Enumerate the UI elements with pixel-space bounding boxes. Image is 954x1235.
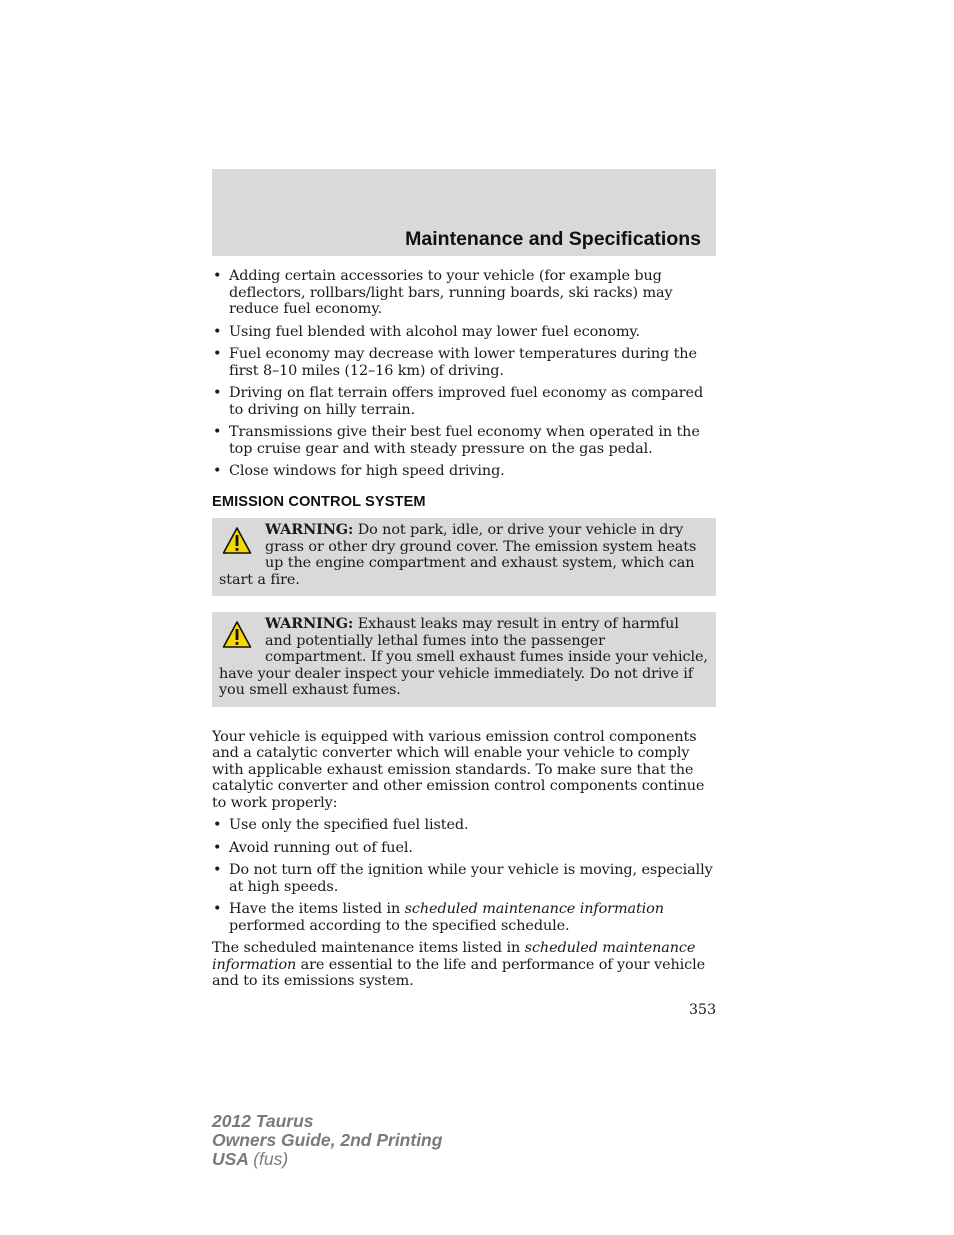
paragraph-text: are essential to the life and performance of your vehicle and to its emissions system. xyxy=(212,956,706,989)
warning-text: Exhaust leaks may result in entry of harmful and potentially lethal fumes into the passenger compartment. If you smell exhaust fumes inside your vehicle, have your dealer inspect your vehicle immediately. Do not drive if you smell exhaust fumes. xyxy=(219,616,708,698)
closing-paragraph xyxy=(212,940,716,990)
list-item-text: performed according to the specified schedule. xyxy=(229,917,570,934)
cross-reference: scheduled maintenance information xyxy=(212,940,696,973)
body xyxy=(212,268,716,1018)
footer-region-code: (fus) xyxy=(253,1149,289,1169)
warning-triangle-icon xyxy=(222,620,252,650)
page-number: 353 xyxy=(688,1001,716,1018)
fuel-economy-tips-list xyxy=(212,268,716,480)
intro-paragraph: Your vehicle is equipped with various emission control components and a catalytic converter which will enable your vehicle to comply with applicable exhaust emission standards. To make sure that the catalytic converter and other emission control components continue to work properly: xyxy=(212,728,705,811)
footer-model: 2012 Taurus xyxy=(212,1111,314,1131)
warning-triangle-icon xyxy=(222,526,252,556)
list-item: • Fuel economy may decrease with lower temperatures during the first 8–10 miles (12–16 km) of driving. xyxy=(212,346,716,379)
cross-reference: scheduled maintenance information xyxy=(404,901,664,917)
section-header-band xyxy=(212,169,716,256)
list-item: • Adding certain accessories to your vehicle (for example bug deflectors, rollbars/light bars, running boards, ski racks) may reduce fuel economy. xyxy=(212,268,716,318)
paragraph-text: The scheduled maintenance items listed in xyxy=(212,940,525,956)
warning-text: Do not park, idle, or drive your vehicle in dry grass or other dry ground cover. The emission system heats up the engine compartment and exhaust system, which can start a fire. xyxy=(219,522,697,588)
list-item: • Do not turn off the ignition while your vehicle is moving, especially at high speeds. xyxy=(212,862,716,895)
document-footer xyxy=(212,1112,442,1169)
list-item: • Using fuel blended with alcohol may lower fuel economy. xyxy=(212,324,716,341)
list-item xyxy=(212,901,716,934)
section-heading: EMISSION CONTROL SYSTEM xyxy=(212,493,426,510)
warning-box xyxy=(212,612,716,707)
page-title: Maintenance and Specifications xyxy=(405,228,701,250)
footer-region xyxy=(212,1150,442,1169)
warning-label: WARNING: xyxy=(265,615,354,632)
footer-edition: Owners Guide, 2nd Printing xyxy=(212,1130,443,1150)
warning-box xyxy=(212,518,716,596)
warning-label: WARNING: xyxy=(265,521,354,538)
footer-region-label: USA xyxy=(212,1149,249,1169)
list-item: • Close windows for high speed driving. xyxy=(212,463,716,480)
list-item-text: Have the items listed in xyxy=(229,901,405,917)
list-item: • Avoid running out of fuel. xyxy=(212,840,716,857)
list-item: • Driving on flat terrain offers improved fuel economy as compared to driving on hilly terrain. xyxy=(212,385,716,418)
page-content xyxy=(212,169,716,1018)
list-item: • Use only the specified fuel listed. xyxy=(212,817,716,834)
emission-tips-list xyxy=(212,817,716,934)
list-item: • Transmissions give their best fuel economy when operated in the top cruise gear and with steady pressure on the gas pedal. xyxy=(212,424,716,457)
